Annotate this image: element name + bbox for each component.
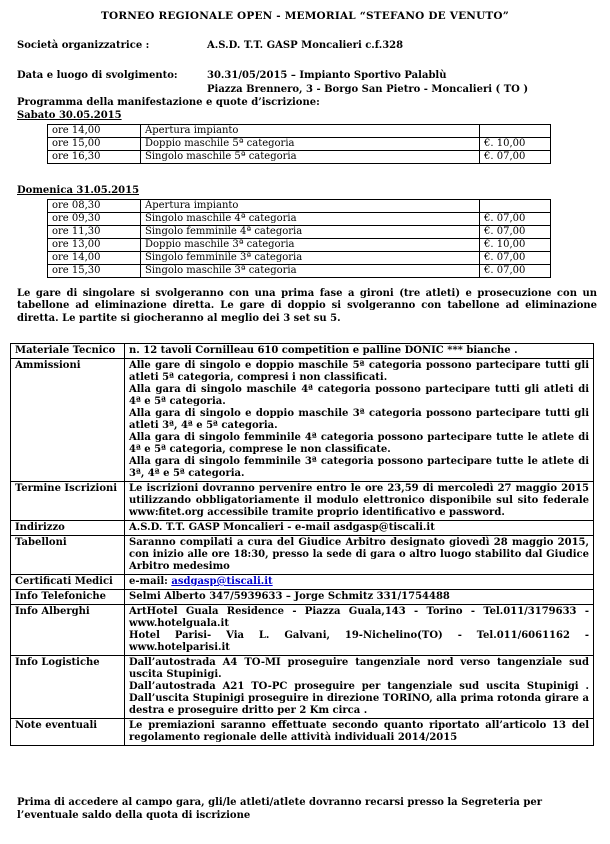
table-row <box>48 213 551 226</box>
event-cell: Doppio maschile 5ª categoria <box>141 138 480 151</box>
directions-line: Dall’autostrada A4 TO-MI proseguire tangenziale nord verso tangenziale sud uscita Stupinigi. <box>129 657 589 680</box>
detail-label: Materiale Tecnico <box>11 344 125 359</box>
details-table <box>10 343 594 746</box>
table-row <box>48 226 551 239</box>
footer-note: Prima di accedere al campo gara, gli/le atleti/atlete dovranno recarsi presso la Segreteria per l’eventuale saldo della quota di iscrizione <box>17 797 542 821</box>
detail-label: Info Logistiche <box>11 656 125 719</box>
admission-line: Alle gare di singolo e doppio maschile 5ª categoria possono partecipare tutti gli atleti 5ª categoria, compresi i non classificati. <box>129 360 589 383</box>
fee-cell: €. 07,00 <box>480 213 551 226</box>
saturday-schedule-table <box>47 124 551 164</box>
table-row <box>48 125 551 138</box>
fee-cell: €. 10,00 <box>480 138 551 151</box>
admission-line: Alla gara di singolo maschile 4ª categoria possono partecipare tutti gli atleti di 4ª e 5ª categoria. <box>129 384 589 407</box>
event-cell: Apertura impianto <box>141 125 480 138</box>
detail-label: Info Alberghi <box>11 605 125 656</box>
fee-cell <box>480 200 551 213</box>
detail-value: A.S.D. T.T. GASP Moncalieri - e-mail asdgasp@tiscali.it <box>125 521 594 536</box>
table-row <box>11 719 594 746</box>
fee-cell: €. 07,00 <box>480 265 551 278</box>
time-cell: ore 14,00 <box>48 252 141 265</box>
email-link[interactable]: asdgasp@tiscali.it <box>171 576 273 587</box>
detail-value: n. 12 tavoli Cornilleau 610 competition e palline DONIC *** bianche . <box>125 344 594 359</box>
organizer-label: Società organizzatrice : <box>17 40 150 51</box>
directions-line: Dall’autostrada A21 TO-PC proseguire per tangenziale sud uscita Stupinigi . Dall’uscita Stupinigi proseguire in direzione TORINO, alla prima rotonda girare a destra e proseguire dritto per 2 Km circa . <box>129 681 589 716</box>
event-cell: Apertura impianto <box>141 200 480 213</box>
detail-value <box>125 359 594 482</box>
event-cell: Doppio maschile 3ª categoria <box>141 239 480 252</box>
table-row <box>11 575 594 590</box>
time-cell: ore 14,00 <box>48 125 141 138</box>
table-row <box>11 605 594 656</box>
email-prefix: e-mail: <box>129 576 172 587</box>
event-cell: Singolo femminile 4ª categoria <box>141 226 480 239</box>
detail-value <box>125 656 594 719</box>
detail-value: Le iscrizioni dovranno pervenire entro le ore 23,59 di mercoledì 27 maggio 2015 utilizzando obbligatoriamente il modulo elettronico disponibile sul sito federale www:fitet.org accessibile tramite proprio identificativo e password. <box>125 482 594 521</box>
detail-label: Ammissioni <box>11 359 125 482</box>
detail-value <box>125 605 594 656</box>
fee-cell: €. 07,00 <box>480 226 551 239</box>
detail-label: Info Telefoniche <box>11 590 125 605</box>
table-row <box>11 521 594 536</box>
table-row <box>11 656 594 719</box>
table-row <box>11 359 594 482</box>
sunday-schedule-table <box>47 199 551 278</box>
admission-line: Alla gara di singolo e doppio maschile 3ª categoria possono partecipare tutti gli atleti 3ª, 4ª e 5ª categoria. <box>129 408 589 431</box>
table-row <box>48 200 551 213</box>
detail-value: Saranno compilati a cura del Giudice Arbitro designato giovedì 28 maggio 2015, con inizio alle ore 18:30, presso la sede di gara o altro luogo stabilito dal Giudice Arbitro medesimo <box>125 536 594 575</box>
organizer-value: A.S.D. T.T. GASP Moncalieri c.f.328 <box>207 40 404 51</box>
table-row <box>11 344 594 359</box>
time-cell: ore 08,30 <box>48 200 141 213</box>
table-row <box>48 239 551 252</box>
detail-label: Tabelloni <box>11 536 125 575</box>
detail-label: Note eventuali <box>11 719 125 746</box>
event-cell: Singolo femminile 3ª categoria <box>141 252 480 265</box>
admission-line: Alla gara di singolo femminile 3ª categoria possono partecipare tutte le atlete di 3ª, 4ª e 5ª categoria. <box>129 456 589 479</box>
fee-cell: €. 10,00 <box>480 239 551 252</box>
hotel-line: ArtHotel Guala Residence - Piazza Guala,143 - Torino - Tel.011/3179633 - www.hotelguala.it <box>129 606 589 629</box>
table-row <box>48 138 551 151</box>
detail-label: Indirizzo <box>11 521 125 536</box>
page-title: TORNEO REGIONALE OPEN - MEMORIAL “STEFANO DE VENUTO” <box>100 10 510 22</box>
time-cell: ore 13,00 <box>48 239 141 252</box>
event-cell: Singolo maschile 4ª categoria <box>141 213 480 226</box>
detail-label: Certificati Medici <box>11 575 125 590</box>
saturday-heading: Sabato 30.05.2015 <box>17 110 122 121</box>
venue-line-1: 30.31/05/2015 – Impianto Sportivo Palablù <box>207 70 447 81</box>
table-row <box>48 151 551 164</box>
detail-value <box>125 575 594 590</box>
event-cell: Singolo maschile 5ª categoria <box>141 151 480 164</box>
format-note: Le gare di singolare si svolgeranno con una prima fase a gironi (tre atleti) e prosecuzione con un tabellone ad eliminazione diretta. Le gare di doppio si svolgeranno con tabellone ad eliminazione diretta. Le partite si giocheranno al meglio dei 3 set su 5. <box>17 288 597 324</box>
table-row <box>11 590 594 605</box>
venue-label: Data e luogo di svolgimento: <box>17 70 178 81</box>
detail-label: Termine Iscrizioni <box>11 482 125 521</box>
time-cell: ore 11,30 <box>48 226 141 239</box>
table-row <box>11 536 594 575</box>
hotel-line: Hotel Parisi- Via L. Galvani, 19-Nichelino(TO) - Tel.011/6061162 - www.hotelparisi.it <box>129 630 589 653</box>
program-heading: Programma della manifestazione e quote d’iscrizione: <box>17 97 320 108</box>
detail-value: Le premiazioni saranno effettuate secondo quanto riportato all’articolo 13 del regolamento regionale delle attività individuali 2014/2015 <box>125 719 594 746</box>
time-cell: ore 16,30 <box>48 151 141 164</box>
time-cell: ore 15,30 <box>48 265 141 278</box>
time-cell: ore 15,00 <box>48 138 141 151</box>
table-row <box>48 252 551 265</box>
table-row <box>11 482 594 521</box>
admission-line: Alla gara di singolo femminile 4ª categoria possono partecipare tutte le atlete di 4ª e 5ª categoria, comprese le non classificate. <box>129 432 589 455</box>
fee-cell: €. 07,00 <box>480 252 551 265</box>
event-cell: Singolo maschile 3ª categoria <box>141 265 480 278</box>
table-row <box>48 265 551 278</box>
time-cell: ore 09,30 <box>48 213 141 226</box>
fee-cell <box>480 125 551 138</box>
venue-line-2: Piazza Brennero, 3 - Borgo San Pietro - Moncalieri ( TO ) <box>207 84 529 95</box>
fee-cell: €. 07,00 <box>480 151 551 164</box>
detail-value: Selmi Alberto 347/5939633 – Jorge Schmitz 331/1754488 <box>125 590 594 605</box>
sunday-heading: Domenica 31.05.2015 <box>17 185 140 196</box>
